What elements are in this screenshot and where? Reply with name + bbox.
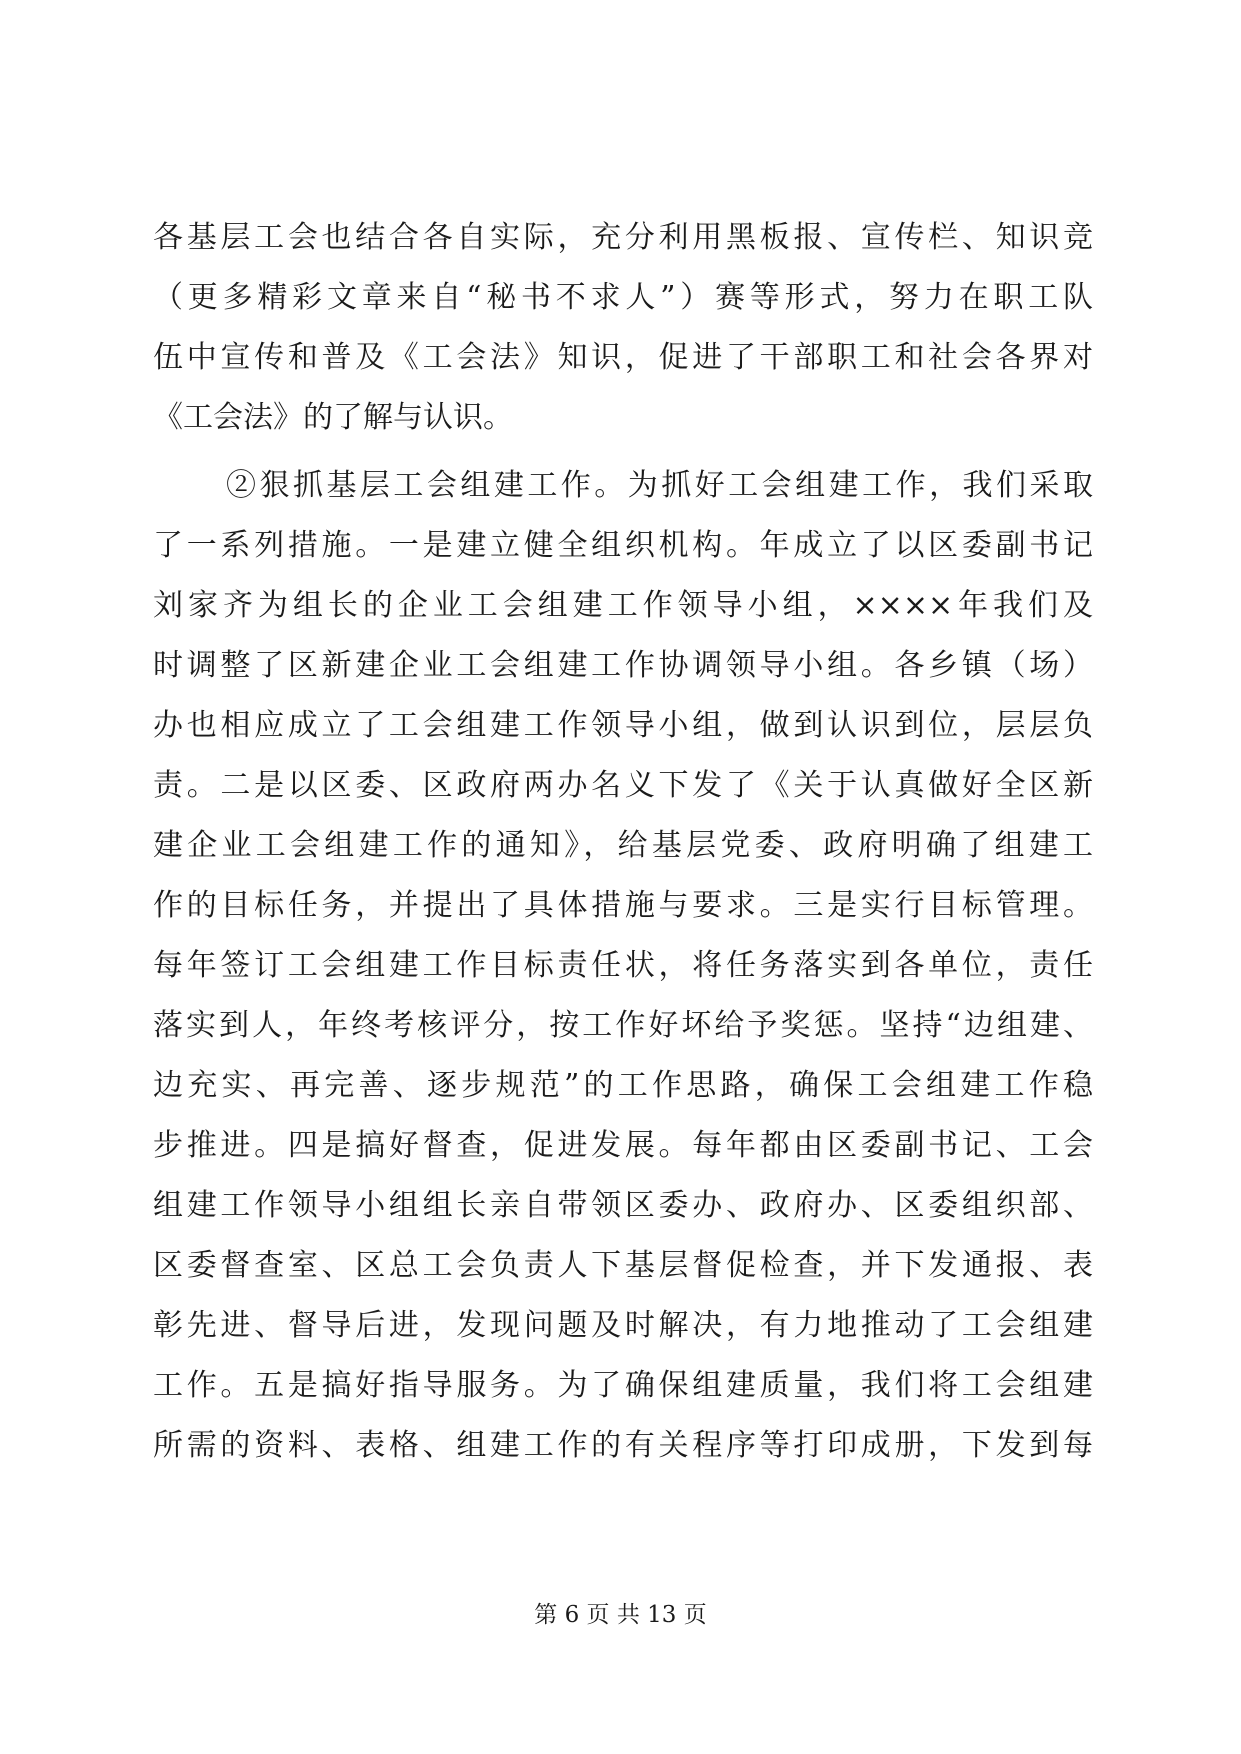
paragraph2-line-17: 所需的资料、表格、组建工作的有关程序等打印成册，下发到每	[153, 1428, 1093, 1463]
paragraph1-line-3: 伍中宣传和普及《工会法》知识，促进了干部职工和社会各界对	[153, 340, 1093, 375]
paragraph1-line-4: 《工会法》的了解与认识。	[153, 400, 513, 435]
paragraph2-line-11: 边充实、再完善、逐步规范”的工作思路，确保工会组建工作稳	[153, 1068, 1093, 1103]
paragraph2-line-1: ②狠抓基层工会组建工作。为抓好工会组建工作，我们采取	[226, 468, 1093, 503]
paragraph2-line-3: 刘家齐为组长的企业工会组建工作领导小组，××××年我们及	[153, 588, 1093, 623]
paragraph2-line-2: 了一系列措施。一是建立健全组织机构。年成立了以区委副书记	[153, 528, 1093, 563]
paragraph2-line-7: 建企业工会组建工作的通知》，给基层党委、政府明确了组建工	[153, 828, 1093, 863]
paragraph2-line-8: 作的目标任务，并提出了具体措施与要求。三是实行目标管理。	[153, 888, 1093, 923]
paragraph2-line-16: 工作。五是搞好指导服务。为了确保组建质量，我们将工会组建	[153, 1368, 1093, 1403]
paragraph2-line-4: 时调整了区新建企业工会组建工作协调领导小组。各乡镇（场）	[153, 648, 1093, 683]
paragraph2-line-9: 每年签订工会组建工作目标责任状，将任务落实到各单位，责任	[153, 948, 1093, 983]
paragraph2-line-10: 落实到人，年终考核评分，按工作好坏给予奖惩。坚持“边组建、	[153, 1008, 1093, 1043]
page-number-footer: 第 6 页 共 13 页	[534, 1602, 707, 1628]
paragraph1-line-2: （更多精彩文章来自“秘书不求人”）赛等形式，努力在职工队	[153, 280, 1093, 315]
paragraph2-line-15: 彰先进、督导后进，发现问题及时解决，有力地推动了工会组建	[153, 1308, 1093, 1343]
paragraph1-line-1: 各基层工会也结合各自实际，充分利用黑板报、宣传栏、知识竞	[153, 220, 1093, 255]
paragraph2-line-5: 办也相应成立了工会组建工作领导小组，做到认识到位，层层负	[153, 708, 1093, 743]
paragraph2-line-13: 组建工作领导小组组长亲自带领区委办、政府办、区委组织部、	[153, 1188, 1093, 1223]
paragraph2-line-14: 区委督查室、区总工会负责人下基层督促检查，并下发通报、表	[153, 1248, 1093, 1283]
paragraph2-line-6: 责。二是以区委、区政府两办名义下发了《关于认真做好全区新	[153, 768, 1093, 803]
paragraph2-line-12: 步推进。四是搞好督查，促进发展。每年都由区委副书记、工会	[153, 1128, 1093, 1163]
